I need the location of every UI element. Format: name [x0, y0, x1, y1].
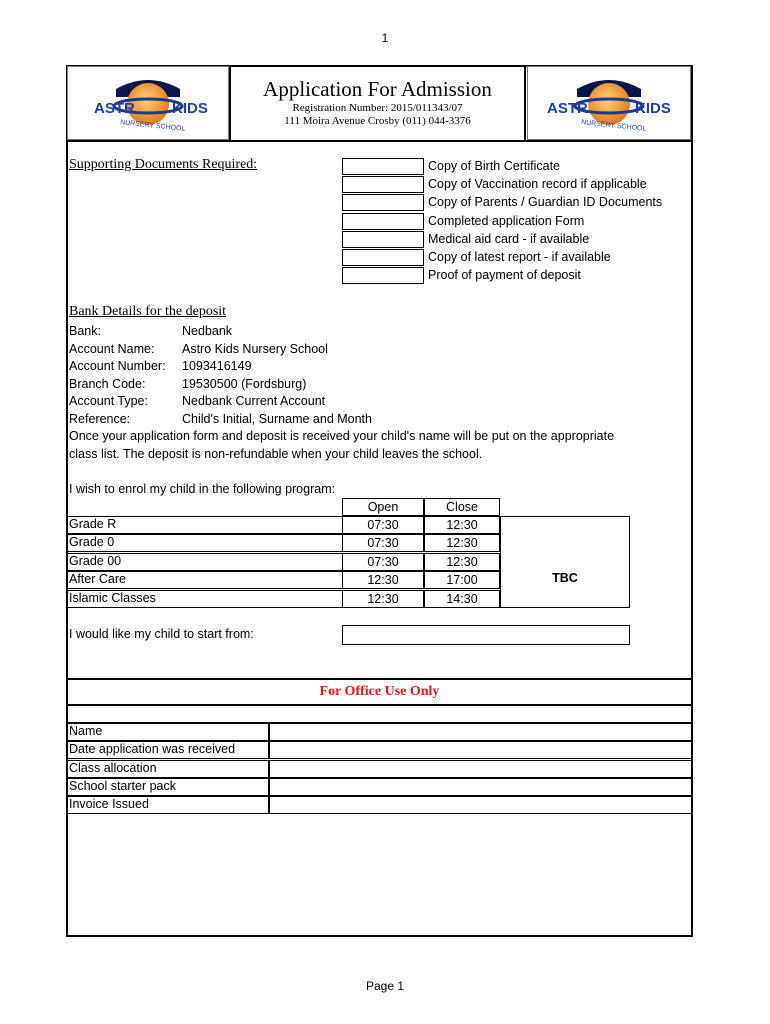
program-name: After Care	[69, 572, 126, 587]
bank-note-line1: Once your application form and deposit is received your child's name will be put on the appropriate	[69, 429, 615, 443]
office-value-field[interactable]	[269, 741, 692, 759]
school-logo-icon	[68, 67, 228, 139]
document-item: Copy of Parents / Guardian ID Documents	[428, 195, 663, 210]
document-item: Completed application Form	[428, 213, 585, 228]
logo-word-right: KIDS	[635, 100, 671, 117]
header-divider-right	[524, 66, 526, 140]
office-label: Name	[69, 724, 103, 738]
column-close-header: Close	[424, 498, 500, 516]
logo-left	[67, 66, 229, 140]
bank-label: Account Number:	[69, 359, 166, 374]
start-date-field[interactable]	[342, 625, 630, 645]
program-open-time: 12:30	[342, 571, 424, 589]
office-label: Date application was received	[69, 742, 236, 757]
bank-value: Nedbank Current Account	[182, 394, 326, 409]
document-item: Copy of latest report - if available	[428, 250, 611, 264]
program-name: Islamic Classes	[69, 590, 156, 605]
document-item: Proof of payment of deposit	[428, 268, 581, 283]
program-open-time: 07:30	[342, 534, 424, 552]
documents-heading: Supporting Documents Required:	[69, 157, 258, 172]
program-open-time: 12:30	[342, 590, 424, 608]
program-close-time: 12:30	[424, 534, 500, 552]
office-label: School starter pack	[69, 778, 176, 793]
office-label: Invoice Issued	[69, 797, 149, 812]
document-item: Copy of Vaccination record if applicable	[428, 177, 647, 192]
tbc-label: TBC	[552, 571, 578, 585]
document-checkbox[interactable]	[342, 194, 424, 211]
document-item: Medical aid card - if available	[428, 231, 590, 246]
bank-label: Branch Code:	[69, 376, 146, 391]
school-address: 111 Moira Avenue Crosby (011) 044-3376	[284, 115, 471, 127]
office-spacer-row	[67, 706, 692, 723]
office-label: Class allocation	[69, 760, 157, 775]
bank-value: 1093416149	[182, 359, 252, 374]
office-heading: For Office Use Only	[319, 684, 440, 699]
document-checkbox[interactable]	[342, 213, 424, 230]
program-name: Grade R	[69, 517, 117, 531]
document-checkbox[interactable]	[342, 158, 424, 175]
logo-word-left: ASTR	[547, 100, 588, 117]
logo-tagline: NURSERY SCHOOL	[119, 119, 186, 133]
logo-word-right: KIDS	[172, 100, 208, 117]
program-name: Grade 00	[69, 553, 122, 568]
column-open-header: Open	[342, 498, 424, 516]
program-notes-box[interactable]	[500, 516, 630, 608]
bank-value: Nedbank	[182, 324, 233, 338]
program-close-time: 12:30	[424, 516, 500, 534]
bank-value: Child's Initial, Surname and Month	[182, 412, 372, 426]
logo-right	[527, 66, 691, 140]
bank-value: 19530500 (Fordsburg)	[182, 376, 307, 391]
form-title: Application For Admission	[263, 77, 492, 101]
document-checkbox[interactable]	[342, 267, 424, 284]
document-item: Copy of Birth Certificate	[428, 159, 560, 173]
program-close-time: 14:30	[424, 590, 500, 608]
registration-number: Registration Number: 2015/011343/07	[292, 102, 463, 114]
bank-heading: Bank Details for the deposit	[69, 304, 227, 319]
page-top-number: 1	[381, 31, 389, 45]
program-open-time: 07:30	[342, 516, 424, 534]
program-intro: I wish to enrol my child in the following program:	[69, 482, 336, 496]
bank-note-line2: class list. The deposit is non-refundable when your child leaves the school.	[69, 447, 483, 461]
bank-label: Reference:	[69, 412, 131, 426]
document-checkbox[interactable]	[342, 249, 424, 266]
header-bottom-rule	[66, 140, 693, 142]
program-open-time: 07:30	[342, 553, 424, 571]
office-top-rule	[66, 678, 693, 680]
bank-label: Account Name:	[69, 341, 155, 356]
page-footer: Page 1	[365, 979, 405, 993]
program-close-time: 17:00	[424, 571, 500, 589]
bank-label: Bank:	[69, 324, 101, 338]
school-logo-icon	[528, 67, 690, 139]
office-value-field[interactable]	[269, 760, 692, 778]
office-value-field[interactable]	[269, 796, 692, 814]
start-date-label: I would like my child to start from:	[69, 627, 254, 641]
logo-tagline: NURSERY SCHOOL	[580, 119, 647, 133]
document-checkbox[interactable]	[342, 176, 424, 193]
document-checkbox[interactable]	[342, 231, 424, 248]
office-value-field[interactable]	[269, 778, 692, 796]
program-close-time: 12:30	[424, 553, 500, 571]
bank-label: Account Type:	[69, 394, 148, 409]
program-name: Grade 0	[69, 535, 115, 550]
office-value-field[interactable]	[269, 723, 692, 741]
bank-value: Astro Kids Nursery School	[182, 341, 328, 356]
logo-word-left: ASTR	[94, 100, 135, 117]
